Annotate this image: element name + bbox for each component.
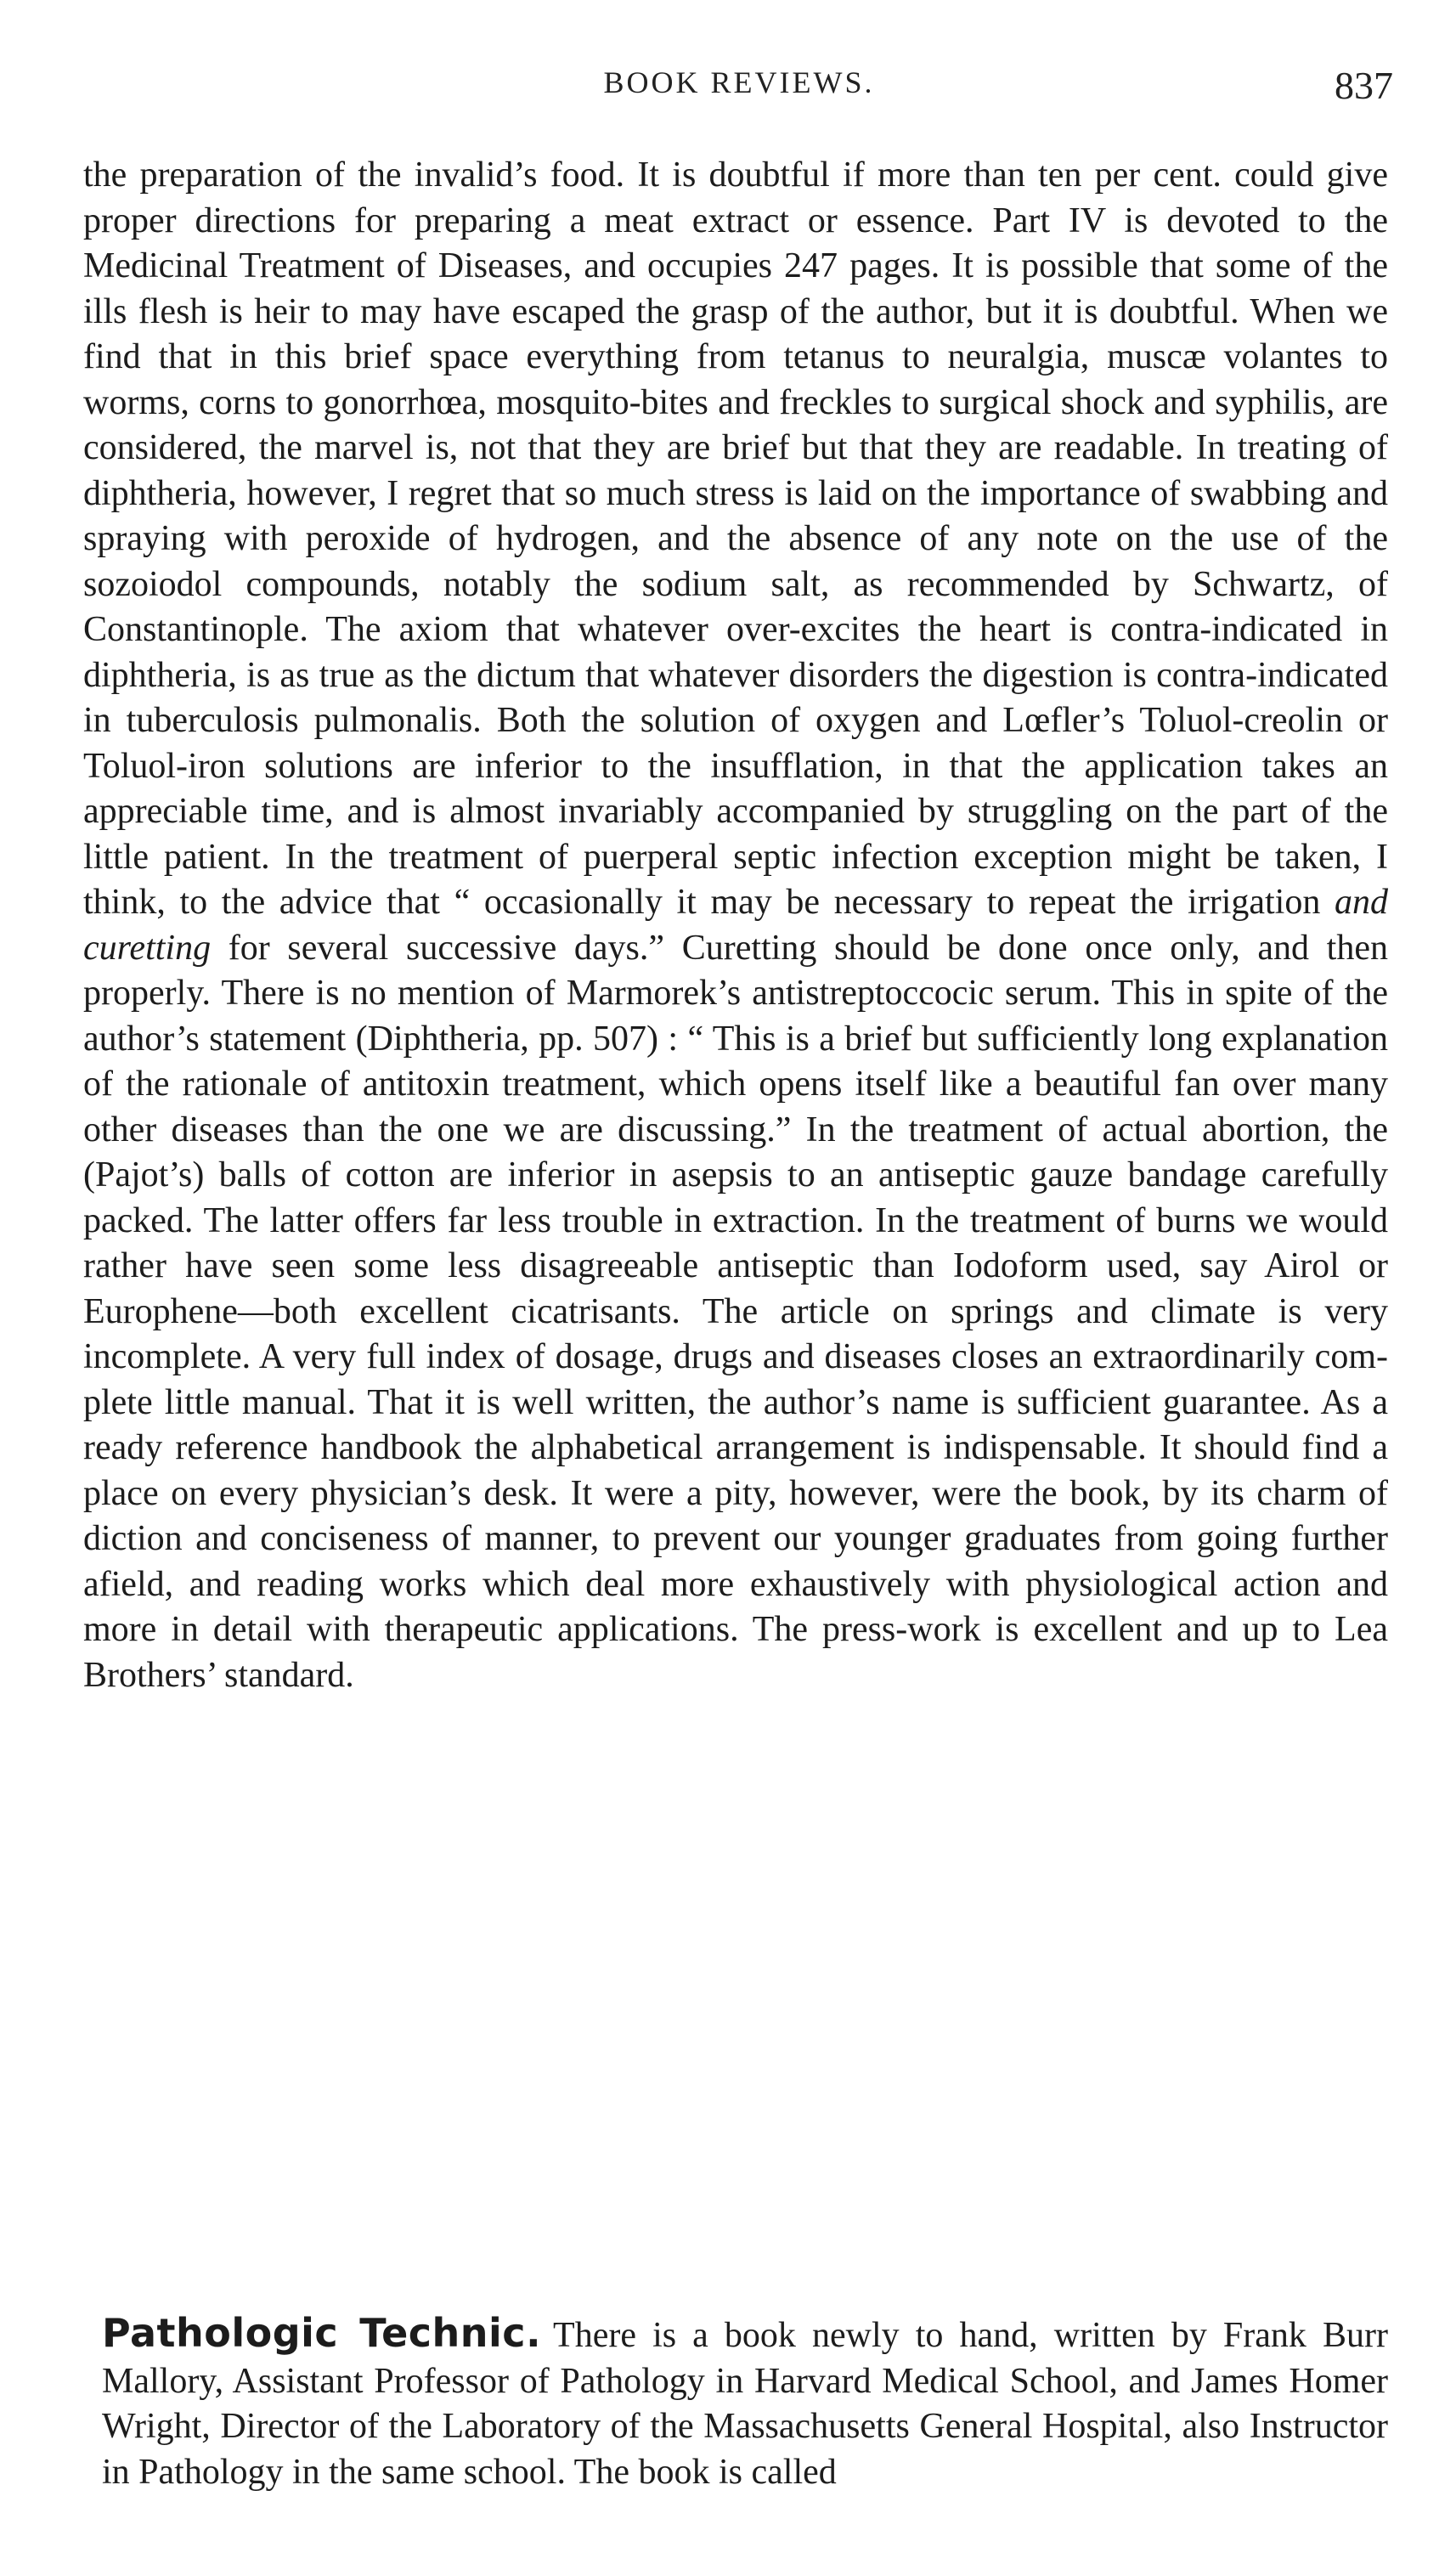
paragraph-text-continued: for several successive days.” Curetting should be done once only, and then properly. There is no mention of Marmorek’s antistreptoccocic serum. This in spite of the author’s statement (Diphtheria, pp. 507) : “ This is a brief but sufficiently long explanation of the rationale of antitoxin treatment, which opens itself like a beautiful fan over many other diseases than the one we are discussing.” In the treatment of actual abortion, the (Pajot’s) balls of cotton are inferior in asepsis to an antiseptic gauze bandage carefully packed. The latter offers far less trouble in extraction. In the treatment of burns we would rather have seen some less disagreeable antiseptic than Iodoform used, say Airol or Europhene—both excellent cicatrisants. The article on springs and climate is very incomplete. A very full index of dosage, drugs and diseases closes an extraordinarily complete little manual. That it is well written, the author’s name is sufficient guarantee. As a ready reference handbook the alphabetical arrangement is indispensable. It should find a place on every physician’s desk. It were a pity, however, were the book, by its charm of diction and conciseness of manner, to prevent our younger graduates from going further afield, and reading works which deal more exhaustively with physiological action and more in detail with therapeutic applications. The press-work is excellent and up to Lea Brothers’ standard. <box>83 928 1388 1695</box>
review-pathologic-technic <box>102 2311 1388 2495</box>
running-title: BOOK REVIEWS. <box>603 65 875 99</box>
paragraph-text: the preparation of the invalid’s food. It is doubtful if more than ten per cent. could give proper directions for preparing a meat extract or essence. Part IV is devoted to the Medicinal Treatment of Diseases, and occupies 247 pages. It is possible that some of the ills flesh is heir to may have escaped the grasp of the author, but it is doubtful. When we find that in this brief space everything from tetanus to neuralgia, muscæ volantes to worms, corns to gonorrhœa, mosquito-bites and freckles to surgical shock and syphilis, are considered, the marvel is, not that they are brief but that they are readable. In treating of diphtheria, however, I regret that so much stress is laid on the importance of swabbing and spraying with peroxide of hydrogen, and the absence of any note on the use of the sozoiodol compounds, notably the sodium salt, as recommended by Schwartz, of Constantinople. The axiom that whatever over-excites the heart is contra-indicated in diphtheria, is as true as the dictum that whatever disorders the digestion is contra-indicated in tuberculosis pulmonalis. Both the solution of oxygen and Lœfler’s Toluol-creolin or Toluol-iron solutions are inferior to the insufflation, in that the application takes an appreciable time, and is almost invariably accompanied by struggling on the part of the little patient. In the treatment of puerperal septic infection exception might be taken, I think, to the advice that “ occasionally it may be necessary to repeat the irrigation <box>83 155 1388 922</box>
review-body-continued <box>83 153 1388 1698</box>
review-paragraph <box>102 2311 1388 2495</box>
running-head <box>85 63 1393 114</box>
section-heading: Pathologic Technic. <box>102 2310 542 2356</box>
paragraph-text: There is a book newly to hand, written by Frank Burr Mallory, Assistant Professor of Pathology in Harvard Medical School, and James Homer Wright, Director of the Laboratory of the Massachusetts General Hospital, also Instructor in Pathology in the same school. The book is called <box>102 2316 1388 2492</box>
page-number: 837 <box>1335 64 1393 107</box>
review-paragraph <box>83 153 1388 1698</box>
italic-phrase: and curetting <box>83 883 1389 968</box>
